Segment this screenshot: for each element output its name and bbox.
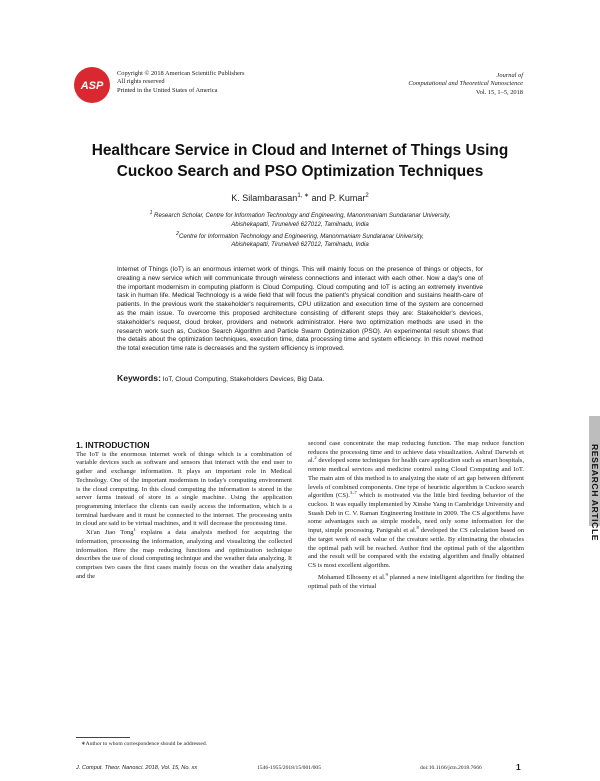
publisher-info — [117, 70, 245, 95]
logo-text: ASP — [80, 80, 104, 92]
keywords-label: Keywords: — [117, 373, 161, 383]
footer-issn: 1546-1955/2018/15/001/005 — [257, 765, 322, 771]
journal-line-1: Journal of — [496, 72, 523, 79]
author-2: and P. Kumar — [309, 193, 366, 203]
author-1: K. Silambarasan — [231, 193, 298, 203]
asp-logo — [73, 66, 111, 104]
keywords-list: IoT, Cloud Computing, Stakeholders Devices, Big Data. — [162, 376, 325, 383]
affiliation-2-address: Abishekapatti, Tirunelveli 627012, Tamilnadu, India — [231, 241, 369, 249]
rights-line: All rights reserved — [117, 78, 165, 86]
paragraph: The IoT is the enormous internet work of things which is a combination of variable devices such as software and sensors that interact with the end user to gather and exchange information. It plays an important role in Medical Technology. One of the important modernism in today's computing environment is the cloud computing. In this cloud computing the information is stored in the server farms instead of store in a single machine. Using the application programming interface the clients can easily access the information, which is a terminal hardware and it must be connected to the internet. The processing units in cloud are said to be virtual machines, and it will decrease the processing time. — [76, 450, 292, 528]
author-list — [60, 192, 540, 203]
right-column — [308, 440, 524, 591]
footer-journal-ref: J. Comput. Theor. Nanosci. 2018, Vol. 15, No. xx — [76, 765, 198, 771]
page-number: 1 — [516, 762, 521, 772]
author-1-affil: 1, ∗ — [297, 193, 310, 199]
author-2-affil: 2 — [365, 193, 369, 199]
title-line-1: Healthcare Service in Cloud and Internet of Things Using — [91, 142, 509, 159]
affiliations — [60, 209, 540, 250]
printed-line: Printed in the United States of America — [117, 86, 218, 94]
citation: 8 — [416, 525, 419, 531]
section-heading: 1. INTRODUCTION — [76, 440, 150, 450]
title-line-2: Cuckoo Search and PSO Optimization Techniques — [116, 163, 484, 180]
copyright-line: Copyright © 2018 American Scientific Publishers — [117, 70, 245, 77]
left-column — [76, 441, 292, 582]
article-title — [60, 140, 540, 182]
journal-info — [408, 72, 523, 97]
affiliation-1: $^1$ Research Scholar, Centre for Information Technology and Engineering, Manonmaniam Sundaranar University, — [149, 210, 451, 220]
article-type-label: RESEARCH ARTICLE — [590, 444, 600, 542]
citation: 3–7 — [349, 490, 357, 496]
citation: 2 — [314, 455, 317, 461]
keywords — [117, 373, 483, 383]
citation: 9 — [385, 571, 388, 577]
abstract: Internet of Things (IoT) is an enormous internet work of things. This will mainly focus on the presence of things or objects, for creating a new service which will communicate through wireless connections and interact with each other. Now a day's one of the important modernism in computing platform is Cloud Computing. Cloud computing and IoT is acting an extremely inventive task in human life. Medical Technology is a wide field that will focus the patient's physical condition and sustains health-care of patients. In the previous work the stakeholder's requirements, CPU utilization and execution time of the system are concerned as the main issue. To overcome this proposed architecture consisting of different steps they are: Stakeholder's devices, stakeholder's request, cloud broker, providers and network administrator. Here two optimization methods are used in the research work such as, Cuckoo Search Algorithm and Particle Swarm Optimization (PSO). An experimental result shows that the details about the optimization techniques, execution time, data processing time and system efficiency. In this novel method the total execution time rate is decreases and the system efficiency is improved. — [117, 266, 483, 353]
journal-name: Computational and Theoretical Nanoscience — [408, 80, 523, 88]
citation: 1 — [133, 527, 136, 533]
footer-doi: doi:10.1166/jctn.2018.7666 — [420, 765, 482, 771]
paragraph: Xi'an Jiao Tong$^1$ explains a data analysis method for acquiring the information, processing the information, analyzing and visualizing the collected information. Here the map reducing functions and optimization technique describes the use of cloud computing technique and the weather data analyzing. It comprises two cases the first cases mainly focus on the weather data analyzing and the — [76, 527, 292, 580]
footnote: ∗Author to whom correspondence should be addressed. — [81, 741, 208, 747]
affiliation-1-address: Abishekapatti, Tirunelveli 627012, Tamilnadu, India — [231, 220, 369, 228]
paragraph: second case concentrate the map reducing function. The map reduce function reduces the processing time and to achieve data visualization. Ashraf Darwish et al.$^2$ developed some techniques for health care application such as smart hospitals, remote medical services and medicine control using Cloud Computing and IoT. The main aim of this method is to analyzing the state of art gap between different levels of combined components. One type of heuristic algorithm is Cuckoo search algorithm (CS).$^{3-7}$ which is motivated via the little bird feeding behavior of the cuckoo. It was equally implemented by Xinshe Yang in Cambridge University and Suash Deb in C. V. Raman Engineering Institute in 2009. The CS algorithms have some advantages such as simple models, need only some information for the input, simple processing. Panigrahi et al.$^8$ developed the CS calculation based on the target work of each value of the creature settle. By eliminating the obstacles the optimal path will be reached. Author find the optimal path of the algorithm and the result will be compared with the existing algorithm and finally obtained CS is most excellent algorithm. — [308, 440, 524, 570]
affiliation-2: $^2$Centre for Information Technology and Engineering, Manonmaniam Sundaranar University, — [176, 230, 424, 240]
paragraph: Mohamed Elhoseny et al.$^9$ planned a new intelligent algorithm for finding the optimal path of the virtual — [308, 571, 524, 590]
footnote-rule — [76, 737, 130, 738]
volume-line: Vol. 15, 1–5, 2018 — [475, 88, 523, 96]
